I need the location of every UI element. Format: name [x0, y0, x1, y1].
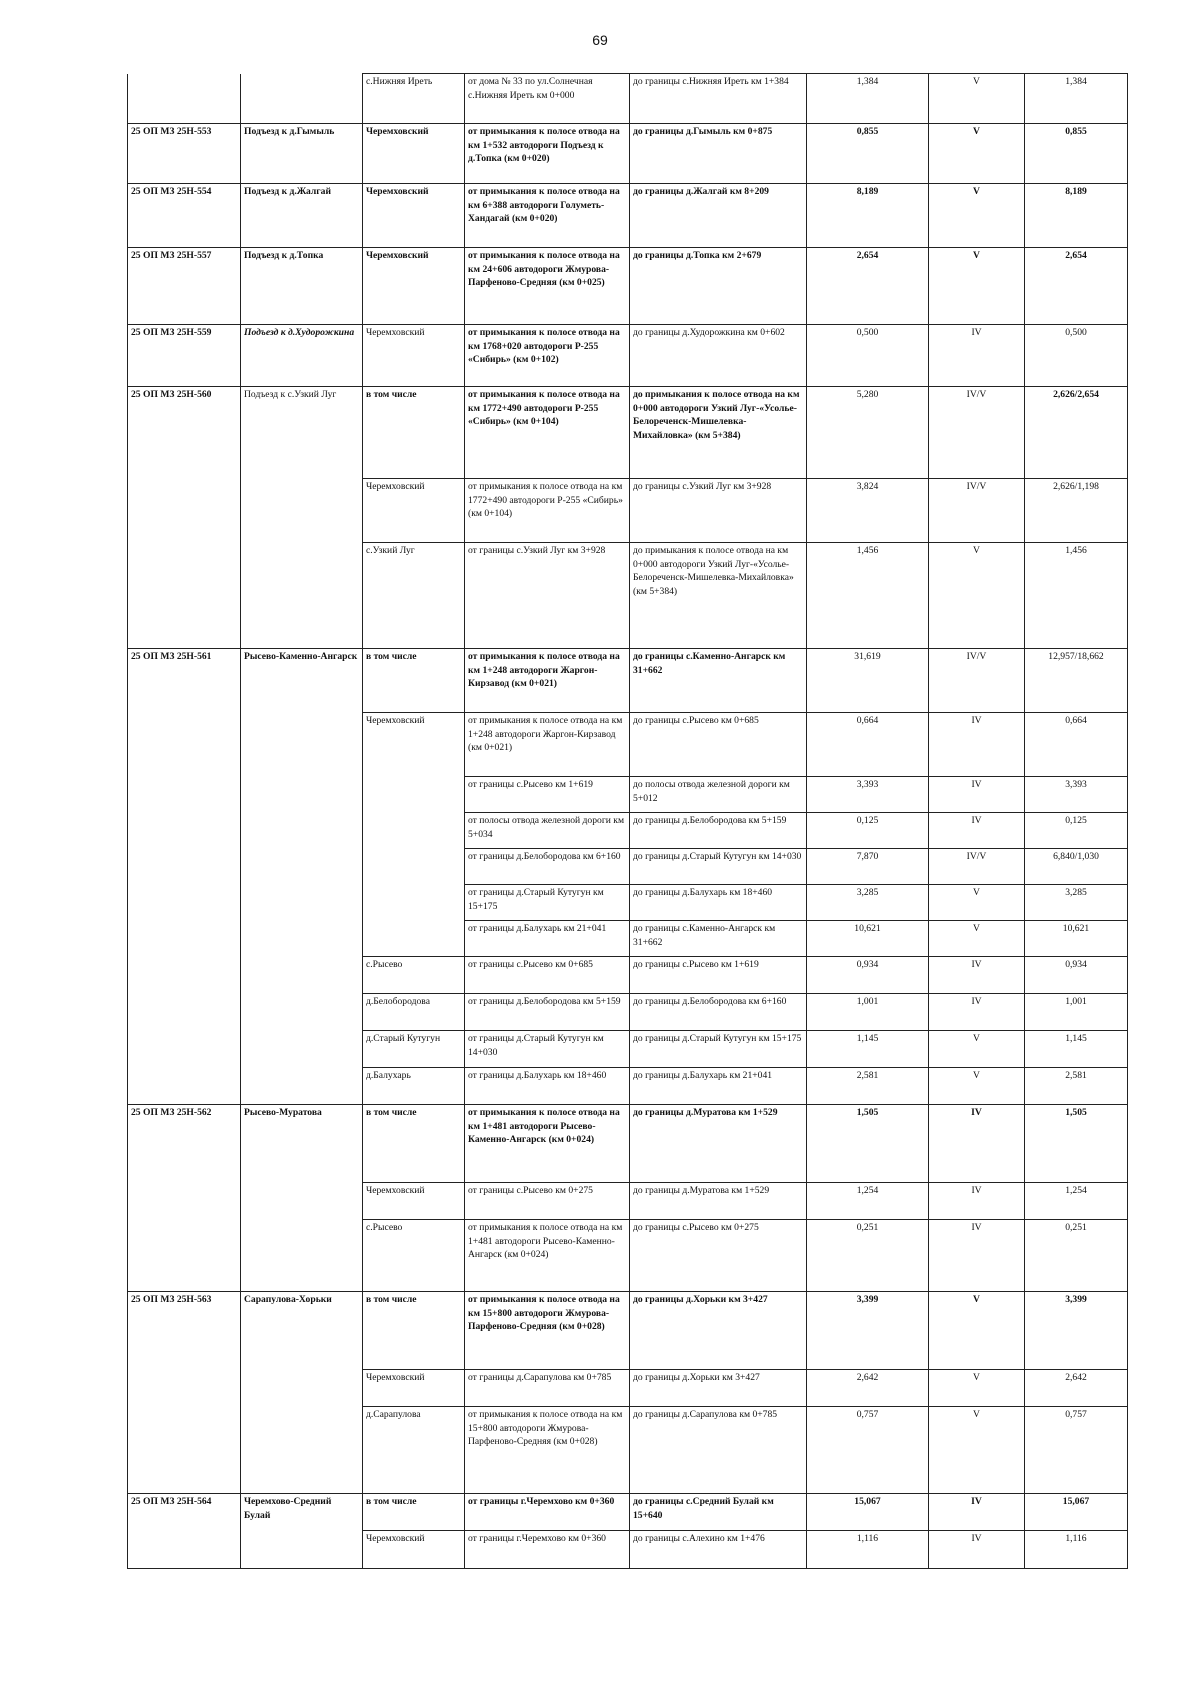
category-cell: IV — [929, 1105, 1025, 1183]
table-row — [128, 387, 1128, 479]
category-cell: IV — [929, 1183, 1025, 1220]
from-cell: от границы д.Старый Кутугун км 15+175 — [465, 885, 630, 921]
road-id-cell: 25 ОП МЗ 25Н-553 — [128, 124, 241, 184]
to-cell: до границы д.Топка км 2+679 — [630, 248, 807, 325]
to-cell: до границы д.Хорьки км 3+427 — [630, 1292, 807, 1370]
road-name-cell: Подъезд к д.Гымыль — [241, 124, 363, 184]
to-cell: до границы д.Балухарь км 21+041 — [630, 1068, 807, 1105]
from-cell: от примыкания к полосе отвода на км 15+800 автодороги Жмурова-Парфеново-Средняя (км 0+028) — [465, 1292, 630, 1370]
to-cell: до границы д.Муратова км 1+529 — [630, 1183, 807, 1220]
place-cell: Черемховский — [363, 479, 465, 543]
length-cell: 1,145 — [807, 1031, 929, 1068]
road-name-cell: Рысево-Каменно-Ангарск — [241, 649, 363, 1105]
place-cell: с.Узкий Луг — [363, 543, 465, 649]
road-id-cell: 25 ОП МЗ 25Н-557 — [128, 248, 241, 325]
category-cell: V — [929, 921, 1025, 957]
table-row — [128, 1292, 1128, 1370]
from-cell: от границы с.Рысево км 0+685 — [465, 957, 630, 994]
from-cell: от примыкания к полосе отвода на км 1+248 автодороги Жаргон-Кирзавод (км 0+021) — [465, 713, 630, 777]
place-cell: в том числе — [363, 1292, 465, 1370]
place-cell: Черемховский — [363, 184, 465, 248]
surface-cell: 0,855 — [1025, 124, 1128, 184]
table-row — [128, 124, 1128, 184]
from-cell: от примыкания к полосе отвода на км 1772+490 автодороги Р-255 «Сибирь» (км 0+104) — [465, 479, 630, 543]
road-name-cell — [241, 74, 363, 124]
category-cell: IV — [929, 957, 1025, 994]
surface-cell: 2,626/1,198 — [1025, 479, 1128, 543]
category-cell: IV — [929, 713, 1025, 777]
length-cell: 1,384 — [807, 74, 929, 124]
category-cell: IV — [929, 994, 1025, 1031]
surface-cell: 1,456 — [1025, 543, 1128, 649]
table-row — [128, 248, 1128, 325]
category-cell: V — [929, 1031, 1025, 1068]
to-cell: до границы с.Алехино км 1+476 — [630, 1531, 807, 1569]
length-cell: 0,664 — [807, 713, 929, 777]
to-cell: до границы с.Рысево км 0+685 — [630, 713, 807, 777]
surface-cell: 1,001 — [1025, 994, 1128, 1031]
from-cell: от примыкания к полосе отвода на км 1+481 автодороги Рысево-Каменно-Ангарск (км 0+024) — [465, 1220, 630, 1292]
from-cell: от границы с.Рысево км 1+619 — [465, 777, 630, 813]
surface-cell: 1,384 — [1025, 74, 1128, 124]
length-cell: 1,254 — [807, 1183, 929, 1220]
category-cell: V — [929, 124, 1025, 184]
surface-cell: 2,626/2,654 — [1025, 387, 1128, 479]
category-cell: IV — [929, 813, 1025, 849]
place-cell: д.Балухарь — [363, 1068, 465, 1105]
category-cell: IV/V — [929, 649, 1025, 713]
to-cell: до границы с.Средний Булай км 15+640 — [630, 1494, 807, 1531]
road-name-cell: Подъезд к д.Жалгай — [241, 184, 363, 248]
category-cell: IV — [929, 325, 1025, 387]
road-name-cell: Подъезд к д.Топка — [241, 248, 363, 325]
from-cell: от примыкания к полосе отвода на км 15+800 автодороги Жмурова-Парфеново-Средняя (км 0+028) — [465, 1407, 630, 1494]
length-cell: 3,824 — [807, 479, 929, 543]
road-id-cell: 25 ОП МЗ 25Н-560 — [128, 387, 241, 649]
to-cell: до полосы отвода железной дороги км 5+012 — [630, 777, 807, 813]
category-cell: V — [929, 1292, 1025, 1370]
length-cell: 1,116 — [807, 1531, 929, 1569]
road-name-cell: Сарапулова-Хорьки — [241, 1292, 363, 1494]
from-cell: от примыкания к полосе отвода на км 1+481 автодороги Рысево-Каменно-Ангарск (км 0+024) — [465, 1105, 630, 1183]
to-cell: до границы с.Узкий Луг км 3+928 — [630, 479, 807, 543]
surface-cell: 3,285 — [1025, 885, 1128, 921]
to-cell: до границы д.Балухарь км 18+460 — [630, 885, 807, 921]
length-cell: 3,393 — [807, 777, 929, 813]
place-cell: с.Нижняя Иреть — [363, 74, 465, 124]
category-cell: V — [929, 885, 1025, 921]
road-id-cell: 25 ОП МЗ 25Н-563 — [128, 1292, 241, 1494]
category-cell: V — [929, 74, 1025, 124]
surface-cell: 2,654 — [1025, 248, 1128, 325]
to-cell: до границы д.Старый Кутугун км 15+175 — [630, 1031, 807, 1068]
from-cell: от примыкания к полосе отвода на км 1772+490 автодороги Р-255 «Сибирь» (км 0+104) — [465, 387, 630, 479]
table-row — [128, 649, 1128, 713]
length-cell: 0,125 — [807, 813, 929, 849]
category-cell: V — [929, 1068, 1025, 1105]
roads-table — [127, 73, 1128, 1569]
from-cell: от границы д.Балухарь км 18+460 — [465, 1068, 630, 1105]
surface-cell: 1,145 — [1025, 1031, 1128, 1068]
length-cell: 0,500 — [807, 325, 929, 387]
length-cell: 1,505 — [807, 1105, 929, 1183]
from-cell: от границы с.Рысево км 0+275 — [465, 1183, 630, 1220]
category-cell: IV/V — [929, 387, 1025, 479]
category-cell: IV — [929, 1220, 1025, 1292]
surface-cell: 1,254 — [1025, 1183, 1128, 1220]
place-cell: Черемховский — [363, 1370, 465, 1407]
place-cell: в том числе — [363, 1494, 465, 1531]
road-name-cell: Черемхово-Средний Булай — [241, 1494, 363, 1569]
surface-cell: 1,116 — [1025, 1531, 1128, 1569]
to-cell: до границы д.Худорожкина км 0+602 — [630, 325, 807, 387]
category-cell: IV — [929, 777, 1025, 813]
table-row — [128, 184, 1128, 248]
place-cell: с.Рысево — [363, 1220, 465, 1292]
from-cell: от границы с.Узкий Луг км 3+928 — [465, 543, 630, 649]
page-number: 69 — [592, 32, 608, 48]
surface-cell: 0,125 — [1025, 813, 1128, 849]
road-id-cell: 25 ОП МЗ 25Н-554 — [128, 184, 241, 248]
to-cell: до границы с.Нижняя Иреть км 1+384 — [630, 74, 807, 124]
from-cell: от дома № 33 по ул.Солнечная с.Нижняя Иреть км 0+000 — [465, 74, 630, 124]
from-cell: от границы г.Черемхово км 0+360 — [465, 1494, 630, 1531]
place-cell: с.Рысево — [363, 957, 465, 994]
place-cell: д.Сарапулова — [363, 1407, 465, 1494]
category-cell: IV — [929, 1494, 1025, 1531]
place-cell: в том числе — [363, 649, 465, 713]
place-cell: в том числе — [363, 1105, 465, 1183]
road-name-cell: Подъезд к с.Узкий Луг — [241, 387, 363, 649]
length-cell: 0,855 — [807, 124, 929, 184]
road-id-cell: 25 ОП МЗ 25Н-559 — [128, 325, 241, 387]
from-cell: от примыкания к полосе отвода на км 24+606 автодороги Жмурова-Парфеново-Средняя (км 0+025) — [465, 248, 630, 325]
length-cell: 1,001 — [807, 994, 929, 1031]
from-cell: от полосы отвода железной дороги км 5+034 — [465, 813, 630, 849]
to-cell: до границы с.Каменно-Ангарск км 31+662 — [630, 649, 807, 713]
place-cell: в том числе — [363, 387, 465, 479]
to-cell: до границы с.Рысево км 0+275 — [630, 1220, 807, 1292]
place-cell: Черемховский — [363, 713, 465, 957]
category-cell: IV/V — [929, 849, 1025, 885]
place-cell: Черемховский — [363, 124, 465, 184]
length-cell: 5,280 — [807, 387, 929, 479]
length-cell: 7,870 — [807, 849, 929, 885]
from-cell: от примыкания к полосе отвода на км 1+248 автодороги Жаргон-Кирзавод (км 0+021) — [465, 649, 630, 713]
road-id-cell: 25 ОП МЗ 25Н-562 — [128, 1105, 241, 1292]
table-row — [128, 325, 1128, 387]
length-cell: 31,619 — [807, 649, 929, 713]
category-cell: V — [929, 184, 1025, 248]
to-cell: до границы д.Белобородова км 5+159 — [630, 813, 807, 849]
road-name-cell: Рысево-Муратова — [241, 1105, 363, 1292]
place-cell: Черемховский — [363, 1183, 465, 1220]
place-cell: Черемховский — [363, 325, 465, 387]
table-row — [128, 74, 1128, 124]
from-cell: от границы д.Старый Кутугун км 14+030 — [465, 1031, 630, 1068]
length-cell: 2,654 — [807, 248, 929, 325]
surface-cell: 1,505 — [1025, 1105, 1128, 1183]
surface-cell: 0,934 — [1025, 957, 1128, 994]
table-row — [128, 1494, 1128, 1531]
category-cell: IV — [929, 1531, 1025, 1569]
table-row — [128, 1105, 1128, 1183]
to-cell: до границы д.Хорьки км 3+427 — [630, 1370, 807, 1407]
to-cell: до границы с.Рысево км 1+619 — [630, 957, 807, 994]
to-cell: до границы д.Белобородова км 6+160 — [630, 994, 807, 1031]
surface-cell: 2,642 — [1025, 1370, 1128, 1407]
to-cell: до границы д.Гымыль км 0+875 — [630, 124, 807, 184]
to-cell: до границы д.Муратова км 1+529 — [630, 1105, 807, 1183]
category-cell: V — [929, 1370, 1025, 1407]
from-cell: от примыкания к полосе отвода на км 1+532 автодороги Подъезд к д.Топка (км 0+020) — [465, 124, 630, 184]
surface-cell: 0,664 — [1025, 713, 1128, 777]
surface-cell: 8,189 — [1025, 184, 1128, 248]
surface-cell: 0,500 — [1025, 325, 1128, 387]
road-id-cell — [128, 74, 241, 124]
to-cell: до границы д.Жалгай км 8+209 — [630, 184, 807, 248]
place-cell: Черемховский — [363, 248, 465, 325]
place-cell: Черемховский — [363, 1531, 465, 1569]
surface-cell: 15,067 — [1025, 1494, 1128, 1531]
length-cell: 3,285 — [807, 885, 929, 921]
length-cell: 3,399 — [807, 1292, 929, 1370]
road-id-cell: 25 ОП МЗ 25Н-564 — [128, 1494, 241, 1569]
to-cell: до примыкания к полосе отвода на км 0+000 автодороги Узкий Луг-«Усолье-Белореченск-Мишелевка-Михайловка» (км 5+384) — [630, 543, 807, 649]
category-cell: V — [929, 1407, 1025, 1494]
to-cell: до границы с.Каменно-Ангарск км 31+662 — [630, 921, 807, 957]
road-name-cell: Подъезд к д.Худорожкина — [241, 325, 363, 387]
surface-cell: 10,621 — [1025, 921, 1128, 957]
length-cell: 2,642 — [807, 1370, 929, 1407]
surface-cell: 3,393 — [1025, 777, 1128, 813]
length-cell: 0,251 — [807, 1220, 929, 1292]
from-cell: от границы д.Сарапулова км 0+785 — [465, 1370, 630, 1407]
length-cell: 8,189 — [807, 184, 929, 248]
category-cell: IV/V — [929, 479, 1025, 543]
length-cell: 0,757 — [807, 1407, 929, 1494]
surface-cell: 6,840/1,030 — [1025, 849, 1128, 885]
surface-cell: 0,251 — [1025, 1220, 1128, 1292]
from-cell: от границы д.Белобородова км 5+159 — [465, 994, 630, 1031]
from-cell: от примыкания к полосе отвода на км 1768+020 автодороги Р-255 «Сибирь» (км 0+102) — [465, 325, 630, 387]
surface-cell: 2,581 — [1025, 1068, 1128, 1105]
category-cell: V — [929, 248, 1025, 325]
place-cell: д.Старый Кутугун — [363, 1031, 465, 1068]
surface-cell: 0,757 — [1025, 1407, 1128, 1494]
to-cell: до границы д.Сарапулова км 0+785 — [630, 1407, 807, 1494]
from-cell: от границы д.Белобородова км 6+160 — [465, 849, 630, 885]
length-cell: 1,456 — [807, 543, 929, 649]
length-cell: 10,621 — [807, 921, 929, 957]
road-id-cell: 25 ОП МЗ 25Н-561 — [128, 649, 241, 1105]
to-cell: до примыкания к полосе отвода на км 0+000 автодороги Узкий Луг-«Усолье-Белореченск-Мишелевка-Михайловка» (км 5+384) — [630, 387, 807, 479]
surface-cell: 12,957/18,662 — [1025, 649, 1128, 713]
length-cell: 15,067 — [807, 1494, 929, 1531]
category-cell: V — [929, 543, 1025, 649]
to-cell: до границы д.Старый Кутугун км 14+030 — [630, 849, 807, 885]
length-cell: 2,581 — [807, 1068, 929, 1105]
from-cell: от границы д.Балухарь км 21+041 — [465, 921, 630, 957]
length-cell: 0,934 — [807, 957, 929, 994]
from-cell: от примыкания к полосе отвода на км 6+388 автодороги Голуметь-Хандагай (км 0+020) — [465, 184, 630, 248]
surface-cell: 3,399 — [1025, 1292, 1128, 1370]
from-cell: от границы г.Черемхово км 0+360 — [465, 1531, 630, 1569]
place-cell: д.Белобородова — [363, 994, 465, 1031]
